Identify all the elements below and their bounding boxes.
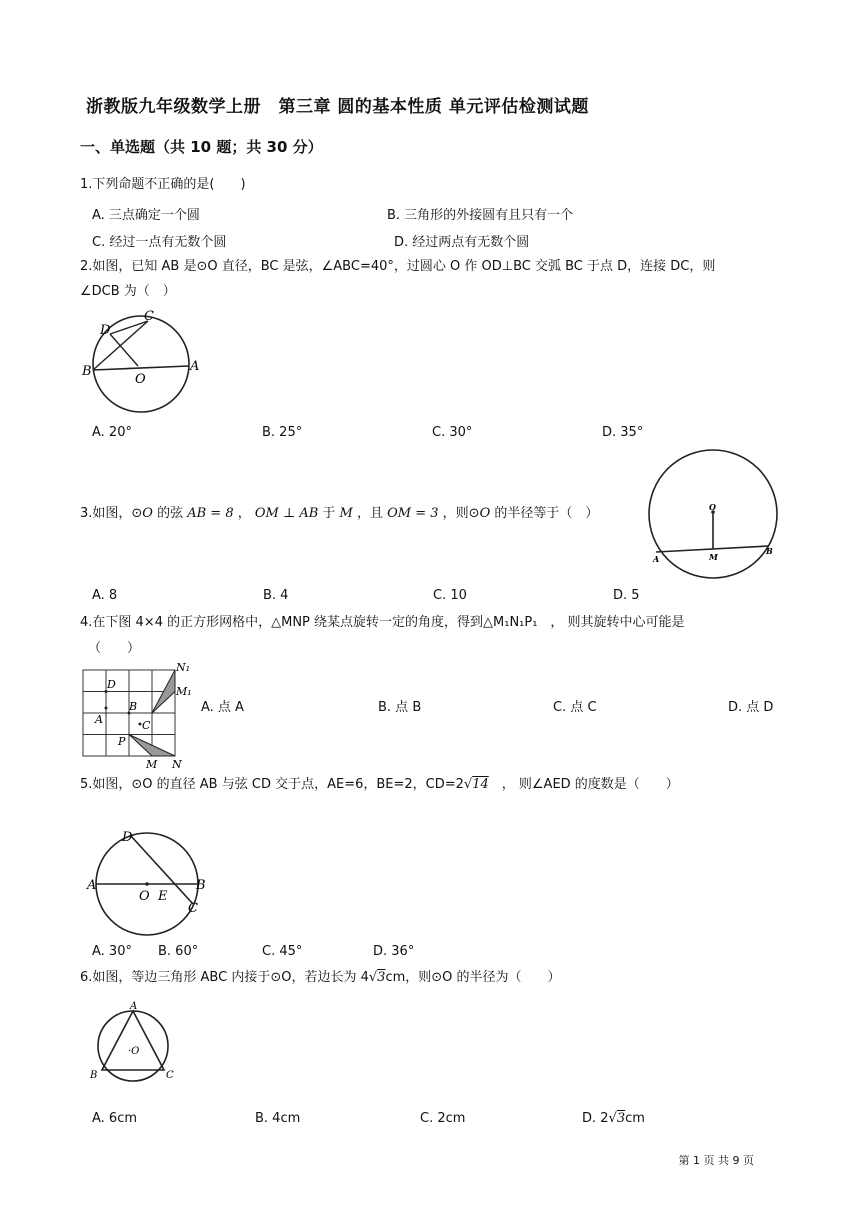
label-p: P (118, 735, 126, 748)
label-o: O (135, 372, 146, 387)
question-4-stem-line1: 4.在下图 4×4 的正方形网格中，△MNP 绕某点旋转一定的角度，得到△M₁N₁P₁ ， 则其旋转中心可能是 (80, 615, 685, 630)
question-4-option-a: A. 点 A (201, 700, 244, 715)
question-6-option-b: B. 4cm (255, 1111, 301, 1126)
q6-option-d-prefix: D. 2 (582, 1111, 609, 1126)
q6-option-d-sqrt: √3 (608, 1111, 626, 1126)
page-title: 浙教版九年级数学上册 第三章 圆的基本性质 单元评估检测试题 (86, 97, 589, 117)
question-5-option-a: A. 30° (92, 944, 132, 959)
q5-text-2: ， 则∠AED 的度数是（ ） (488, 777, 679, 792)
label-a: A (95, 713, 103, 726)
question-5-option-c: C. 45° (262, 944, 303, 959)
label-c: C (144, 309, 154, 324)
q6-sqrt-value: 3 (377, 970, 386, 985)
label-b: B (82, 364, 92, 379)
question-5-stem (80, 774, 679, 796)
label-d: D (107, 678, 116, 691)
label-b: B (129, 700, 138, 713)
label-b: B (90, 1070, 98, 1081)
label-a: A (190, 359, 200, 374)
question-6-option-a: A. 6cm (92, 1111, 138, 1126)
label-m1: M₁ (176, 685, 192, 698)
question-2-figure (78, 306, 208, 414)
question-4-option-b: B. 点 B (378, 700, 422, 715)
point-a (105, 707, 108, 710)
q3-text-1: 3.如图，⊙ (80, 506, 143, 521)
question-2-stem-line1: 2.如图，已知 AB 是⊙O 直径，BC 是弦，∠ABC=40°，过圆心 O 作 OD⊥BC 交弧 BC 于点 D，连接 DC，则 (80, 259, 716, 274)
q6-text-1: 6.如图，等边三角形 ABC 内接于⊙O，若边长为 4 (80, 970, 369, 985)
q5-sqrt: √14 (463, 777, 489, 792)
q3-text-4: 于 (318, 506, 340, 521)
q6-option-d-sqrt-value: 3 (616, 1111, 626, 1126)
q6-text-2: cm，则⊙O 的半径为（ ） (385, 970, 561, 985)
label-m: M (709, 552, 718, 562)
question-2-option-d: D. 35° (602, 425, 644, 440)
segment-od (110, 334, 138, 366)
question-5-option-d: D. 36° (373, 944, 415, 959)
center-point (145, 882, 149, 886)
diameter-ab (93, 366, 189, 370)
label-b: B (196, 878, 206, 893)
q3-text-5: ，且 (352, 506, 388, 521)
question-3-option-b: B. 4 (263, 588, 289, 603)
q3-text-7: 的半径等于（ ） (490, 506, 599, 521)
page-footer: 第 1 页 共 9 页 (678, 1154, 754, 1167)
question-5-option-b: B. 60° (158, 944, 199, 959)
question-2-option-a: A. 20° (92, 425, 132, 440)
question-4-figure (80, 662, 200, 770)
label-o: O (139, 889, 150, 904)
q3-math-ab: AB = 8 (187, 506, 234, 521)
question-3-figure (646, 448, 780, 580)
q3-math-om: OM = 3 (387, 506, 439, 521)
q3-math-perp: OM ⊥ AB (254, 506, 319, 521)
label-o: ·O (128, 1046, 140, 1057)
q3-math-o2: O (479, 506, 491, 521)
question-1-option-b: B. 三角形的外接圆有且只有一个 (387, 208, 574, 223)
question-3-stem (80, 503, 598, 525)
label-d: D (122, 830, 133, 845)
question-6-stem (80, 967, 561, 989)
q3-math-m: M (339, 506, 353, 521)
question-3-option-c: C. 10 (433, 588, 467, 603)
label-b: B (766, 546, 773, 556)
question-2-option-c: C. 30° (432, 425, 473, 440)
question-4-option-c: C. 点 C (553, 700, 597, 715)
label-a: A (130, 1001, 138, 1012)
q3-math-o: O (142, 506, 153, 521)
label-c: C (166, 1070, 174, 1081)
question-6-option-c: C. 2cm (420, 1111, 466, 1126)
question-6-figure (84, 998, 180, 1084)
label-c: C (142, 719, 151, 732)
section-heading: 一、单选题（共 10 题；共 30 分） (80, 138, 323, 156)
q3-text-2: 的弦 (152, 506, 188, 521)
label-a: A (87, 878, 97, 893)
label-e: E (158, 889, 168, 904)
q5-sqrt-value: 14 (472, 777, 489, 792)
question-6-option-d (582, 1111, 645, 1126)
question-1-option-d: D. 经过两点有无数个圆 (394, 235, 530, 250)
label-n1: N₁ (176, 662, 191, 674)
q6-option-d-unit: cm (625, 1111, 645, 1126)
question-4-stem-line2: （ ） (88, 641, 141, 656)
question-1-option-c: C. 经过一点有无数个圆 (92, 235, 227, 250)
label-d: D (100, 323, 111, 338)
label-n: N (172, 758, 182, 770)
question-4-option-d: D. 点 D (728, 700, 774, 715)
label-m: M (146, 758, 158, 770)
question-1-option-a: A. 三点确定一个圆 (92, 208, 200, 223)
q3-text-6: ，则⊙ (438, 506, 480, 521)
q6-sqrt: √3 (368, 970, 386, 985)
triangle-abc (102, 1011, 164, 1070)
label-c: C (188, 901, 198, 916)
label-a: A (653, 554, 660, 564)
question-3-option-d: D. 5 (613, 588, 640, 603)
question-2-stem-line2: ∠DCB 为（ ） (80, 284, 176, 299)
question-1-stem: 1.下列命题不正确的是( ) (80, 177, 246, 192)
label-o: O (709, 502, 716, 512)
question-5-figure (84, 826, 216, 942)
q5-text-1: 5.如图，⊙O 的直径 AB 与弦 CD 交于点，AE=6，BE=2，CD=2 (80, 777, 464, 792)
question-2-option-b: B. 25° (262, 425, 303, 440)
question-3-option-a: A. 8 (92, 588, 118, 603)
q3-text-3: ， (233, 506, 255, 521)
